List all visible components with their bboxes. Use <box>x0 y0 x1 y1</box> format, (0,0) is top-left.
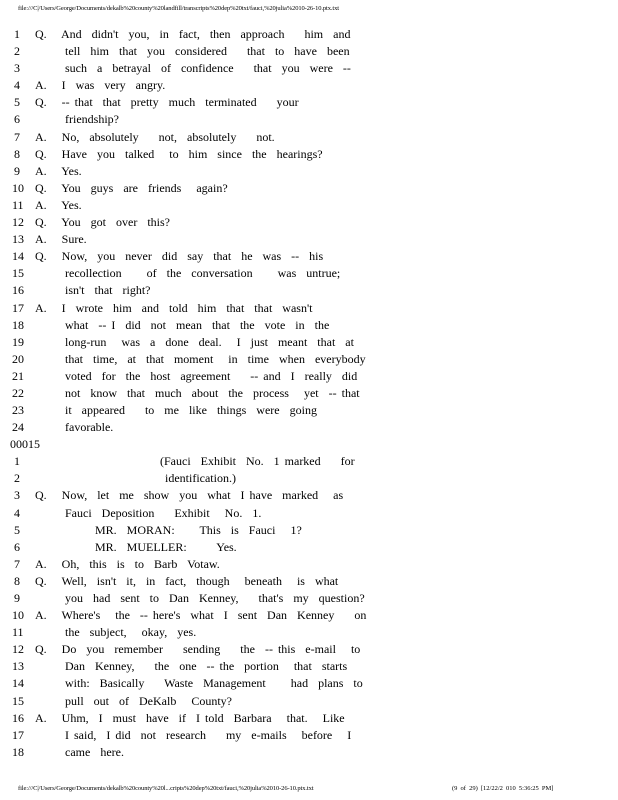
transcript-line <box>0 77 618 94</box>
line-number: 9 <box>14 591 20 605</box>
transcript-line <box>0 26 618 43</box>
line-text: A. Sure. <box>35 232 87 247</box>
transcript-line <box>0 351 618 368</box>
line-number: 2 <box>14 44 20 59</box>
footer-page-info: (9 of 29) [12/22/2 010 5:36:25 PM] <box>452 785 554 792</box>
line-number: 15 <box>12 693 24 708</box>
line-text: it appeared to me like things were going <box>35 403 317 418</box>
page-marker: 00015 <box>10 437 40 452</box>
transcript-line <box>0 573 618 590</box>
line-text: isn't that right? <box>35 283 151 298</box>
line-number: 10 <box>12 180 24 195</box>
line-number: 18 <box>12 744 24 759</box>
line-text: Dan Kenney, the one -- the portion that starts <box>35 659 348 674</box>
line-number: 7 <box>14 556 20 571</box>
transcript-line <box>0 43 618 60</box>
line-text: you had sent to Dan Kenney, that's my question? <box>35 591 365 605</box>
line-text: Q. Now, let me show you what I have marked as <box>35 488 344 503</box>
line-number: 6 <box>14 539 20 554</box>
transcript-line <box>0 385 618 402</box>
header-file-path: file:///C|/Users/George/Documents/dekalb%20county%20landfill/transcripts%20dep%20txt/fauci,%20julia%2010-26-10.ptx.txt <box>18 5 339 12</box>
transcript-line <box>0 607 618 624</box>
line-text: pull out of DeKalb County? <box>35 693 232 708</box>
line-text: A. Yes. <box>35 163 82 178</box>
transcript-line <box>0 727 618 744</box>
line-text: A. I was very angry. <box>35 78 166 93</box>
line-text: A. Yes. <box>35 197 82 212</box>
line-number: 5 <box>14 95 20 110</box>
transcript-line <box>0 129 618 146</box>
line-number: 18 <box>12 317 24 332</box>
line-number: 15 <box>12 266 24 281</box>
line-number: 11 <box>12 625 24 640</box>
line-text: Fauci Deposition Exhibit No. 1. <box>35 505 262 520</box>
transcript-line <box>0 248 618 265</box>
transcript-line <box>0 180 618 197</box>
line-text: A. Oh, this is to Barb Votaw. <box>35 556 220 571</box>
transcript-line <box>0 556 618 573</box>
transcript-line <box>0 675 618 692</box>
transcript-line <box>0 214 618 231</box>
transcript-line <box>0 334 618 351</box>
line-number: 1 <box>14 454 20 469</box>
line-number: 2 <box>14 471 20 486</box>
transcript-line <box>0 641 618 658</box>
line-number: 13 <box>12 659 24 674</box>
line-number: 6 <box>14 112 20 127</box>
transcript-line <box>0 453 618 470</box>
line-text: Q. Well, isn't it, in fact, though beneath is what <box>35 573 339 588</box>
line-text: A. Where's the -- here's what I sent Dan Kenney on <box>35 608 367 623</box>
transcript-section-page-14 <box>0 26 618 436</box>
line-number: 1 <box>14 27 20 41</box>
line-text: A. No, absolutely not, absolutely not. <box>35 129 275 144</box>
line-number: 3 <box>14 488 20 503</box>
line-text: what -- I did not mean that the vote in the <box>35 317 330 332</box>
line-number: 24 <box>12 420 24 435</box>
transcript-line <box>0 522 618 539</box>
line-number: 8 <box>14 573 20 588</box>
transcript-line <box>0 146 618 163</box>
line-number: 12 <box>12 215 24 230</box>
transcript-line <box>0 505 618 522</box>
transcript-line <box>0 710 618 727</box>
transcript-page <box>0 26 618 761</box>
line-text: A. I wrote him and told him that that wasn't <box>35 300 313 315</box>
line-text: identification.) <box>35 471 236 486</box>
line-text: came here. <box>35 744 124 759</box>
line-text: long-run was a done deal. I just meant that at <box>35 334 354 349</box>
line-text: I said, I did not research my e-mails before I <box>35 727 352 742</box>
line-number: 13 <box>12 232 24 247</box>
line-number: 9 <box>14 163 20 178</box>
transcript-line <box>0 658 618 675</box>
line-number: 16 <box>12 283 24 298</box>
transcript-section-page-15 <box>0 453 618 761</box>
line-number: 5 <box>14 522 20 537</box>
line-number: 17 <box>12 300 24 315</box>
line-number: 8 <box>14 146 20 161</box>
line-number: 14 <box>12 249 24 264</box>
line-text: not know that much about the process yet -- that <box>35 385 360 400</box>
transcript-line <box>0 265 618 282</box>
line-text: Q. You guys are friends again? <box>35 180 228 195</box>
line-number: 3 <box>14 61 20 76</box>
line-text: the subject, okay, yes. <box>35 625 197 640</box>
transcript-line <box>0 111 618 128</box>
transcript-line <box>0 163 618 180</box>
footer-file-path: file:///C|/Users/George/Documents/dekalb%20county%20l...cripts%20dep%20txt/fauci,%20julia%2010-26-10.ptx.txt <box>18 785 314 792</box>
line-number: 4 <box>14 78 20 93</box>
line-number: 21 <box>12 368 24 383</box>
line-number: 4 <box>14 505 20 520</box>
line-text: tell him that you considered that to have been <box>35 44 350 59</box>
transcript-line <box>0 744 618 761</box>
line-number: 11 <box>12 197 24 212</box>
transcript-line <box>0 197 618 214</box>
transcript-line <box>0 94 618 111</box>
line-text: Q. Now, you never did say that he was -- his <box>35 249 324 264</box>
transcript-line <box>0 693 618 710</box>
line-number: 10 <box>12 608 24 623</box>
line-text: A. Uhm, I must have if I told Barbara that. Like <box>35 710 345 725</box>
line-text: Q. -- that that pretty much terminated your <box>35 95 299 110</box>
line-text: friendship? <box>35 112 119 127</box>
line-text: with: Basically Waste Management had plans to <box>35 676 363 691</box>
line-number: 17 <box>12 727 24 742</box>
line-text: Q. You got over this? <box>35 215 171 230</box>
line-text: MR. MORAN: This is Fauci 1? <box>35 522 302 537</box>
transcript-line <box>0 470 618 487</box>
line-number: 12 <box>12 642 24 657</box>
line-text: Q. Have you talked to him since the hearings? <box>35 146 323 161</box>
line-number: 14 <box>12 676 24 691</box>
transcript-line <box>0 624 618 641</box>
line-text: recollection of the conversation was untrue; <box>35 266 341 281</box>
transcript-line <box>0 419 618 436</box>
transcript-line <box>0 317 618 334</box>
line-text: (Fauci Exhibit No. 1 marked for <box>35 454 355 469</box>
line-number: 22 <box>12 385 24 400</box>
line-text: such a betrayal of confidence that you were -- <box>35 61 351 76</box>
line-text: Q. And didn't you, in fact, then approach him and <box>35 27 351 41</box>
transcript-line <box>0 590 618 607</box>
line-number: 23 <box>12 403 24 418</box>
transcript-line <box>0 539 618 556</box>
line-text: voted for the host agreement -- and I really did <box>35 368 358 383</box>
transcript-line <box>0 402 618 419</box>
transcript-line <box>0 231 618 248</box>
transcript-line <box>0 300 618 317</box>
transcript-line <box>0 282 618 299</box>
transcript-line <box>0 60 618 77</box>
line-number: 7 <box>14 129 20 144</box>
line-number: 16 <box>12 710 24 725</box>
line-text: Q. Do you remember sending the -- this e-mail to <box>35 642 361 657</box>
transcript-line <box>0 487 618 504</box>
line-number: 20 <box>12 351 24 366</box>
line-text: favorable. <box>35 420 114 435</box>
line-text: that time, at that moment in time when everybody <box>35 351 366 366</box>
line-number: 19 <box>12 334 24 349</box>
transcript-line <box>0 368 618 385</box>
line-text: MR. MUELLER: Yes. <box>35 539 237 554</box>
